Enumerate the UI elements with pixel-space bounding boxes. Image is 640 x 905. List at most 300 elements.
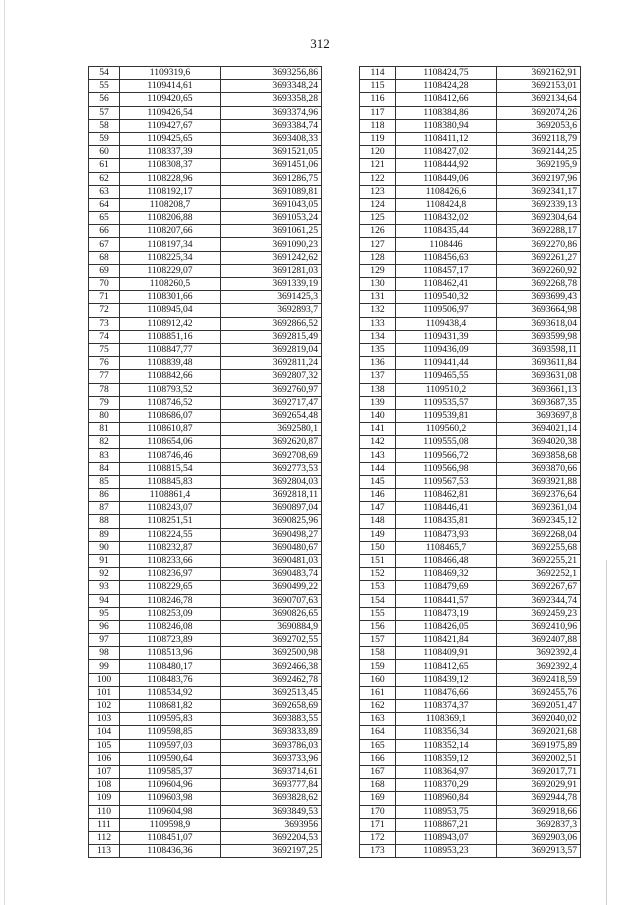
x-coordinate-cell: 1109510,2 (396, 383, 497, 396)
point-number-cell: 170 (360, 805, 396, 818)
x-coordinate-cell: 1108228,96 (120, 172, 221, 185)
point-number-cell: 169 (360, 792, 396, 805)
x-coordinate-cell: 1108192,17 (120, 185, 221, 198)
point-number-cell: 128 (360, 251, 396, 264)
x-coordinate-cell: 1108206,88 (120, 212, 221, 225)
x-coordinate-cell: 1108513,96 (120, 647, 221, 660)
y-coordinate-cell: 3693833,89 (221, 726, 322, 739)
point-number-cell: 102 (89, 700, 120, 713)
point-number-cell: 94 (89, 594, 120, 607)
table-row (360, 700, 581, 713)
x-coordinate-cell: 1108337,39 (120, 146, 221, 159)
table-row (89, 119, 322, 132)
table-row (89, 212, 322, 225)
x-coordinate-cell: 1108534,92 (120, 686, 221, 699)
x-coordinate-cell: 1109431,39 (396, 330, 497, 343)
table-row (89, 554, 322, 567)
y-coordinate-cell: 3692260,92 (497, 264, 581, 277)
table-row (89, 330, 322, 343)
y-coordinate-cell: 3692407,88 (497, 634, 581, 647)
x-coordinate-cell: 1108409,91 (396, 647, 497, 660)
y-coordinate-cell: 3692267,67 (497, 581, 581, 594)
table-row (89, 568, 322, 581)
y-coordinate-cell: 3694020,38 (497, 436, 581, 449)
table-row (360, 502, 581, 515)
point-number-cell: 144 (360, 462, 396, 475)
point-number-cell: 85 (89, 475, 120, 488)
point-number-cell: 71 (89, 291, 120, 304)
table-row (89, 357, 322, 370)
point-number-cell: 84 (89, 462, 120, 475)
point-number-cell: 72 (89, 304, 120, 317)
y-coordinate-cell: 3693697,8 (497, 409, 581, 422)
y-coordinate-cell: 3692815,49 (221, 330, 322, 343)
table-row (360, 317, 581, 330)
y-coordinate-cell: 3692134,64 (497, 93, 581, 106)
table-row (360, 119, 581, 132)
y-coordinate-cell: 3692153,01 (497, 80, 581, 93)
table-row (360, 462, 581, 475)
point-number-cell: 164 (360, 726, 396, 739)
y-coordinate-cell: 3693849,53 (221, 805, 322, 818)
x-coordinate-cell: 1108412,65 (396, 660, 497, 673)
table-row (360, 528, 581, 541)
y-coordinate-cell: 3692376,64 (497, 489, 581, 502)
y-coordinate-cell: 3692702,55 (221, 634, 322, 647)
table-row (360, 554, 581, 567)
point-number-cell: 104 (89, 726, 120, 739)
x-coordinate-cell: 1108246,08 (120, 620, 221, 633)
table-row (360, 251, 581, 264)
x-coordinate-cell: 1108424,75 (396, 67, 497, 80)
y-coordinate-cell: 3691089,81 (221, 185, 322, 198)
x-coordinate-cell: 1108243,07 (120, 502, 221, 515)
point-number-cell: 147 (360, 502, 396, 515)
x-coordinate-cell: 1108232,87 (120, 541, 221, 554)
y-coordinate-cell: 3693358,28 (221, 93, 322, 106)
x-coordinate-cell: 1108435,81 (396, 515, 497, 528)
x-coordinate-cell: 1108842,66 (120, 370, 221, 383)
y-coordinate-cell: 3692893,7 (221, 304, 322, 317)
table-row (89, 396, 322, 409)
y-coordinate-cell: 3693699,43 (497, 291, 581, 304)
table-row (89, 607, 322, 620)
y-coordinate-cell: 3692339,13 (497, 198, 581, 211)
x-coordinate-cell: 1109319,6 (120, 67, 221, 80)
point-number-cell: 73 (89, 317, 120, 330)
x-coordinate-cell: 1108370,29 (396, 779, 497, 792)
table-row (89, 541, 322, 554)
point-number-cell: 119 (360, 132, 396, 145)
y-coordinate-cell: 3690884,9 (221, 620, 322, 633)
table-row (360, 423, 581, 436)
y-coordinate-cell: 3692462,78 (221, 673, 322, 686)
point-number-cell: 171 (360, 818, 396, 831)
point-number-cell: 69 (89, 264, 120, 277)
point-number-cell: 125 (360, 212, 396, 225)
table-row (360, 607, 581, 620)
point-number-cell: 161 (360, 686, 396, 699)
point-number-cell: 109 (89, 792, 120, 805)
x-coordinate-cell: 1108847,77 (120, 343, 221, 356)
table-row (360, 146, 581, 159)
y-coordinate-cell: 3692074,26 (497, 106, 581, 119)
table-row (360, 106, 581, 119)
table-row (89, 726, 322, 739)
point-number-cell: 120 (360, 146, 396, 159)
y-coordinate-cell: 3693384,74 (221, 119, 322, 132)
y-coordinate-cell: 3692268,04 (497, 528, 581, 541)
x-coordinate-cell: 1108867,21 (396, 818, 497, 831)
point-number-cell: 90 (89, 541, 120, 554)
x-coordinate-cell: 1108236,97 (120, 568, 221, 581)
y-coordinate-cell: 3693256,86 (221, 67, 322, 80)
coordinates-table-right (359, 66, 581, 858)
point-number-cell: 115 (360, 80, 396, 93)
y-coordinate-cell: 3691242,62 (221, 251, 322, 264)
table-row (360, 713, 581, 726)
point-number-cell: 82 (89, 436, 120, 449)
y-coordinate-cell: 3692918,66 (497, 805, 581, 818)
x-coordinate-cell: 1109585,37 (120, 765, 221, 778)
x-coordinate-cell: 1109438,4 (396, 317, 497, 330)
x-coordinate-cell: 1108301,66 (120, 291, 221, 304)
y-coordinate-cell: 3692288,17 (497, 225, 581, 238)
point-number-cell: 114 (360, 67, 396, 80)
x-coordinate-cell: 1108960,84 (396, 792, 497, 805)
table-row (360, 80, 581, 93)
y-coordinate-cell: 3692197,25 (221, 845, 322, 858)
x-coordinate-cell: 1108483,76 (120, 673, 221, 686)
point-number-cell: 118 (360, 119, 396, 132)
y-coordinate-cell: 3694021,14 (497, 423, 581, 436)
point-number-cell: 140 (360, 409, 396, 422)
table-row (360, 225, 581, 238)
table-row (360, 93, 581, 106)
y-coordinate-cell: 3692708,69 (221, 449, 322, 462)
y-coordinate-cell: 3693733,96 (221, 752, 322, 765)
y-coordinate-cell: 3692760,97 (221, 383, 322, 396)
x-coordinate-cell: 1108251,51 (120, 515, 221, 528)
point-number-cell: 113 (89, 845, 120, 858)
y-coordinate-cell: 3692455,76 (497, 686, 581, 699)
y-coordinate-cell: 3692903,06 (497, 831, 581, 844)
y-coordinate-cell: 3690897,04 (221, 502, 322, 515)
table-row (360, 752, 581, 765)
x-coordinate-cell: 1108197,34 (120, 238, 221, 251)
table-row (89, 515, 322, 528)
table-row (360, 620, 581, 633)
table-row (360, 291, 581, 304)
x-coordinate-cell: 1108427,02 (396, 146, 497, 159)
table-row (89, 739, 322, 752)
table-row (89, 132, 322, 145)
y-coordinate-cell: 3693598,11 (497, 343, 581, 356)
y-coordinate-cell: 3691451,06 (221, 159, 322, 172)
coordinates-table-left (88, 66, 322, 858)
table-row (89, 831, 322, 844)
table-row (360, 449, 581, 462)
table-row (89, 528, 322, 541)
point-number-cell: 124 (360, 198, 396, 211)
point-number-cell: 58 (89, 119, 120, 132)
point-number-cell: 157 (360, 634, 396, 647)
x-coordinate-cell: 1108426,05 (396, 620, 497, 633)
table-row (360, 264, 581, 277)
y-coordinate-cell: 3692195,9 (497, 159, 581, 172)
point-number-cell: 64 (89, 198, 120, 211)
point-number-cell: 149 (360, 528, 396, 541)
table-row (360, 436, 581, 449)
table-row (360, 831, 581, 844)
table-row (89, 172, 322, 185)
point-number-cell: 130 (360, 278, 396, 291)
y-coordinate-cell: 3692513,45 (221, 686, 322, 699)
table-row (360, 660, 581, 673)
x-coordinate-cell: 1108945,04 (120, 304, 221, 317)
coordinates-table-left-body (89, 67, 322, 858)
point-number-cell: 126 (360, 225, 396, 238)
point-number-cell: 154 (360, 594, 396, 607)
point-number-cell: 145 (360, 475, 396, 488)
point-number-cell: 96 (89, 620, 120, 633)
table-row (89, 383, 322, 396)
point-number-cell: 163 (360, 713, 396, 726)
point-number-cell: 76 (89, 357, 120, 370)
y-coordinate-cell: 3692345,12 (497, 515, 581, 528)
x-coordinate-cell: 1109560,2 (396, 423, 497, 436)
table-row (89, 647, 322, 660)
table-row (89, 765, 322, 778)
x-coordinate-cell: 1108260,5 (120, 278, 221, 291)
table-row (360, 489, 581, 502)
x-coordinate-cell: 1108424,8 (396, 198, 497, 211)
table-row (360, 159, 581, 172)
point-number-cell: 112 (89, 831, 120, 844)
y-coordinate-cell: 3692053,6 (497, 119, 581, 132)
y-coordinate-cell: 3693611,84 (497, 357, 581, 370)
point-number-cell: 55 (89, 80, 120, 93)
x-coordinate-cell: 1108426,6 (396, 185, 497, 198)
x-coordinate-cell: 1108439,12 (396, 673, 497, 686)
x-coordinate-cell: 1108380,94 (396, 119, 497, 132)
y-coordinate-cell: 3691053,24 (221, 212, 322, 225)
x-coordinate-cell: 1109604,98 (120, 805, 221, 818)
table-row (89, 238, 322, 251)
y-coordinate-cell: 3693618,04 (497, 317, 581, 330)
point-number-cell: 158 (360, 647, 396, 660)
x-coordinate-cell: 1108469,32 (396, 568, 497, 581)
point-number-cell: 148 (360, 515, 396, 528)
x-coordinate-cell: 1108457,17 (396, 264, 497, 277)
point-number-cell: 162 (360, 700, 396, 713)
x-coordinate-cell: 1108411,12 (396, 132, 497, 145)
table-row (360, 739, 581, 752)
point-number-cell: 79 (89, 396, 120, 409)
point-number-cell: 131 (360, 291, 396, 304)
table-row (89, 805, 322, 818)
point-number-cell: 156 (360, 620, 396, 633)
x-coordinate-cell: 1108384,86 (396, 106, 497, 119)
x-coordinate-cell: 1109436,09 (396, 343, 497, 356)
table-row (89, 93, 322, 106)
y-coordinate-cell: 3692162,91 (497, 67, 581, 80)
point-number-cell: 134 (360, 330, 396, 343)
y-coordinate-cell: 3692913,57 (497, 845, 581, 858)
y-coordinate-cell: 3692255,68 (497, 541, 581, 554)
point-number-cell: 86 (89, 489, 120, 502)
y-coordinate-cell: 3693664,98 (497, 304, 581, 317)
point-number-cell: 150 (360, 541, 396, 554)
point-number-cell: 133 (360, 317, 396, 330)
x-coordinate-cell: 1108229,07 (120, 264, 221, 277)
y-coordinate-cell: 3692270,86 (497, 238, 581, 251)
y-coordinate-cell: 3693786,03 (221, 739, 322, 752)
table-row (360, 818, 581, 831)
table-row (89, 449, 322, 462)
x-coordinate-cell: 1108207,66 (120, 225, 221, 238)
y-coordinate-cell: 3692392,4 (497, 660, 581, 673)
x-coordinate-cell: 1109566,98 (396, 462, 497, 475)
table-row (360, 726, 581, 739)
table-row (89, 660, 322, 673)
point-number-cell: 136 (360, 357, 396, 370)
x-coordinate-cell: 1108839,48 (120, 357, 221, 370)
table-row (360, 185, 581, 198)
x-coordinate-cell: 1108686,07 (120, 409, 221, 422)
x-coordinate-cell: 1109414,61 (120, 80, 221, 93)
y-coordinate-cell: 3692392,4 (497, 647, 581, 660)
page-margin-line (4, 0, 5, 905)
x-coordinate-cell: 1108352,14 (396, 739, 497, 752)
x-coordinate-cell: 1108356,34 (396, 726, 497, 739)
y-coordinate-cell: 3692620,87 (221, 436, 322, 449)
coordinates-table-right-body (360, 67, 581, 858)
table-row (360, 409, 581, 422)
x-coordinate-cell: 1108462,41 (396, 278, 497, 291)
y-coordinate-cell: 3692717,47 (221, 396, 322, 409)
x-coordinate-cell: 1108253,09 (120, 607, 221, 620)
table-row (89, 291, 322, 304)
y-coordinate-cell: 3692344,74 (497, 594, 581, 607)
point-number-cell: 83 (89, 449, 120, 462)
x-coordinate-cell: 1108446 (396, 238, 497, 251)
x-coordinate-cell: 1109540,32 (396, 291, 497, 304)
y-coordinate-cell: 3693661,13 (497, 383, 581, 396)
point-number-cell: 93 (89, 581, 120, 594)
x-coordinate-cell: 1108208,7 (120, 198, 221, 211)
x-coordinate-cell: 1108861,4 (120, 489, 221, 502)
x-coordinate-cell: 1108246,78 (120, 594, 221, 607)
y-coordinate-cell: 3693870,66 (497, 462, 581, 475)
point-number-cell: 80 (89, 409, 120, 422)
x-coordinate-cell: 1108225,34 (120, 251, 221, 264)
x-coordinate-cell: 1108953,23 (396, 845, 497, 858)
point-number-cell: 167 (360, 765, 396, 778)
point-number-cell: 61 (89, 159, 120, 172)
y-coordinate-cell: 3692040,02 (497, 713, 581, 726)
x-coordinate-cell: 1109566,72 (396, 449, 497, 462)
point-number-cell: 138 (360, 383, 396, 396)
table-row (360, 172, 581, 185)
point-number-cell: 68 (89, 251, 120, 264)
table-row (89, 370, 322, 383)
page-number: 312 (310, 36, 330, 51)
point-number-cell: 88 (89, 515, 120, 528)
point-number-cell: 121 (360, 159, 396, 172)
point-number-cell: 89 (89, 528, 120, 541)
y-coordinate-cell: 3691521,05 (221, 146, 322, 159)
table-row (360, 67, 581, 80)
point-number-cell: 107 (89, 765, 120, 778)
table-row (360, 581, 581, 594)
table-row (89, 185, 322, 198)
y-coordinate-cell: 3690480,67 (221, 541, 322, 554)
x-coordinate-cell: 1109441,44 (396, 357, 497, 370)
table-row (360, 792, 581, 805)
y-coordinate-cell: 3692051,47 (497, 700, 581, 713)
table-row (360, 198, 581, 211)
x-coordinate-cell: 1109539,81 (396, 409, 497, 422)
x-coordinate-cell: 1108473,19 (396, 607, 497, 620)
page-edge-line (606, 560, 607, 905)
table-row (360, 673, 581, 686)
x-coordinate-cell: 1109598,9 (120, 818, 221, 831)
y-coordinate-cell: 3693374,96 (221, 106, 322, 119)
table-row (89, 845, 322, 858)
y-coordinate-cell: 3691061,25 (221, 225, 322, 238)
x-coordinate-cell: 1108435,44 (396, 225, 497, 238)
table-row (89, 700, 322, 713)
point-number-cell: 81 (89, 423, 120, 436)
x-coordinate-cell: 1108851,16 (120, 330, 221, 343)
x-coordinate-cell: 1108746,52 (120, 396, 221, 409)
table-row (89, 462, 322, 475)
x-coordinate-cell: 1108462,81 (396, 489, 497, 502)
y-coordinate-cell: 3691043,05 (221, 198, 322, 211)
x-coordinate-cell: 1108224,55 (120, 528, 221, 541)
y-coordinate-cell: 3692255,21 (497, 554, 581, 567)
x-coordinate-cell: 1108610,87 (120, 423, 221, 436)
point-number-cell: 127 (360, 238, 396, 251)
x-coordinate-cell: 1108412,66 (396, 93, 497, 106)
point-number-cell: 151 (360, 554, 396, 567)
table-row (89, 475, 322, 488)
y-coordinate-cell: 3692252,1 (497, 568, 581, 581)
x-coordinate-cell: 1108476,66 (396, 686, 497, 699)
point-number-cell: 116 (360, 93, 396, 106)
table-row (89, 409, 322, 422)
table-row (89, 779, 322, 792)
y-coordinate-cell: 3692261,27 (497, 251, 581, 264)
x-coordinate-cell: 1108432,02 (396, 212, 497, 225)
point-number-cell: 65 (89, 212, 120, 225)
point-number-cell: 74 (89, 330, 120, 343)
y-coordinate-cell: 3693348,24 (221, 80, 322, 93)
table-row (89, 489, 322, 502)
x-coordinate-cell: 1108446,41 (396, 502, 497, 515)
point-number-cell: 75 (89, 343, 120, 356)
table-row (360, 475, 581, 488)
table-row (360, 343, 581, 356)
table-row (89, 317, 322, 330)
x-coordinate-cell: 1108444,92 (396, 159, 497, 172)
x-coordinate-cell: 1109567,53 (396, 475, 497, 488)
x-coordinate-cell: 1108229,65 (120, 581, 221, 594)
table-row (89, 304, 322, 317)
y-coordinate-cell: 3693956 (221, 818, 322, 831)
y-coordinate-cell: 3692804,03 (221, 475, 322, 488)
